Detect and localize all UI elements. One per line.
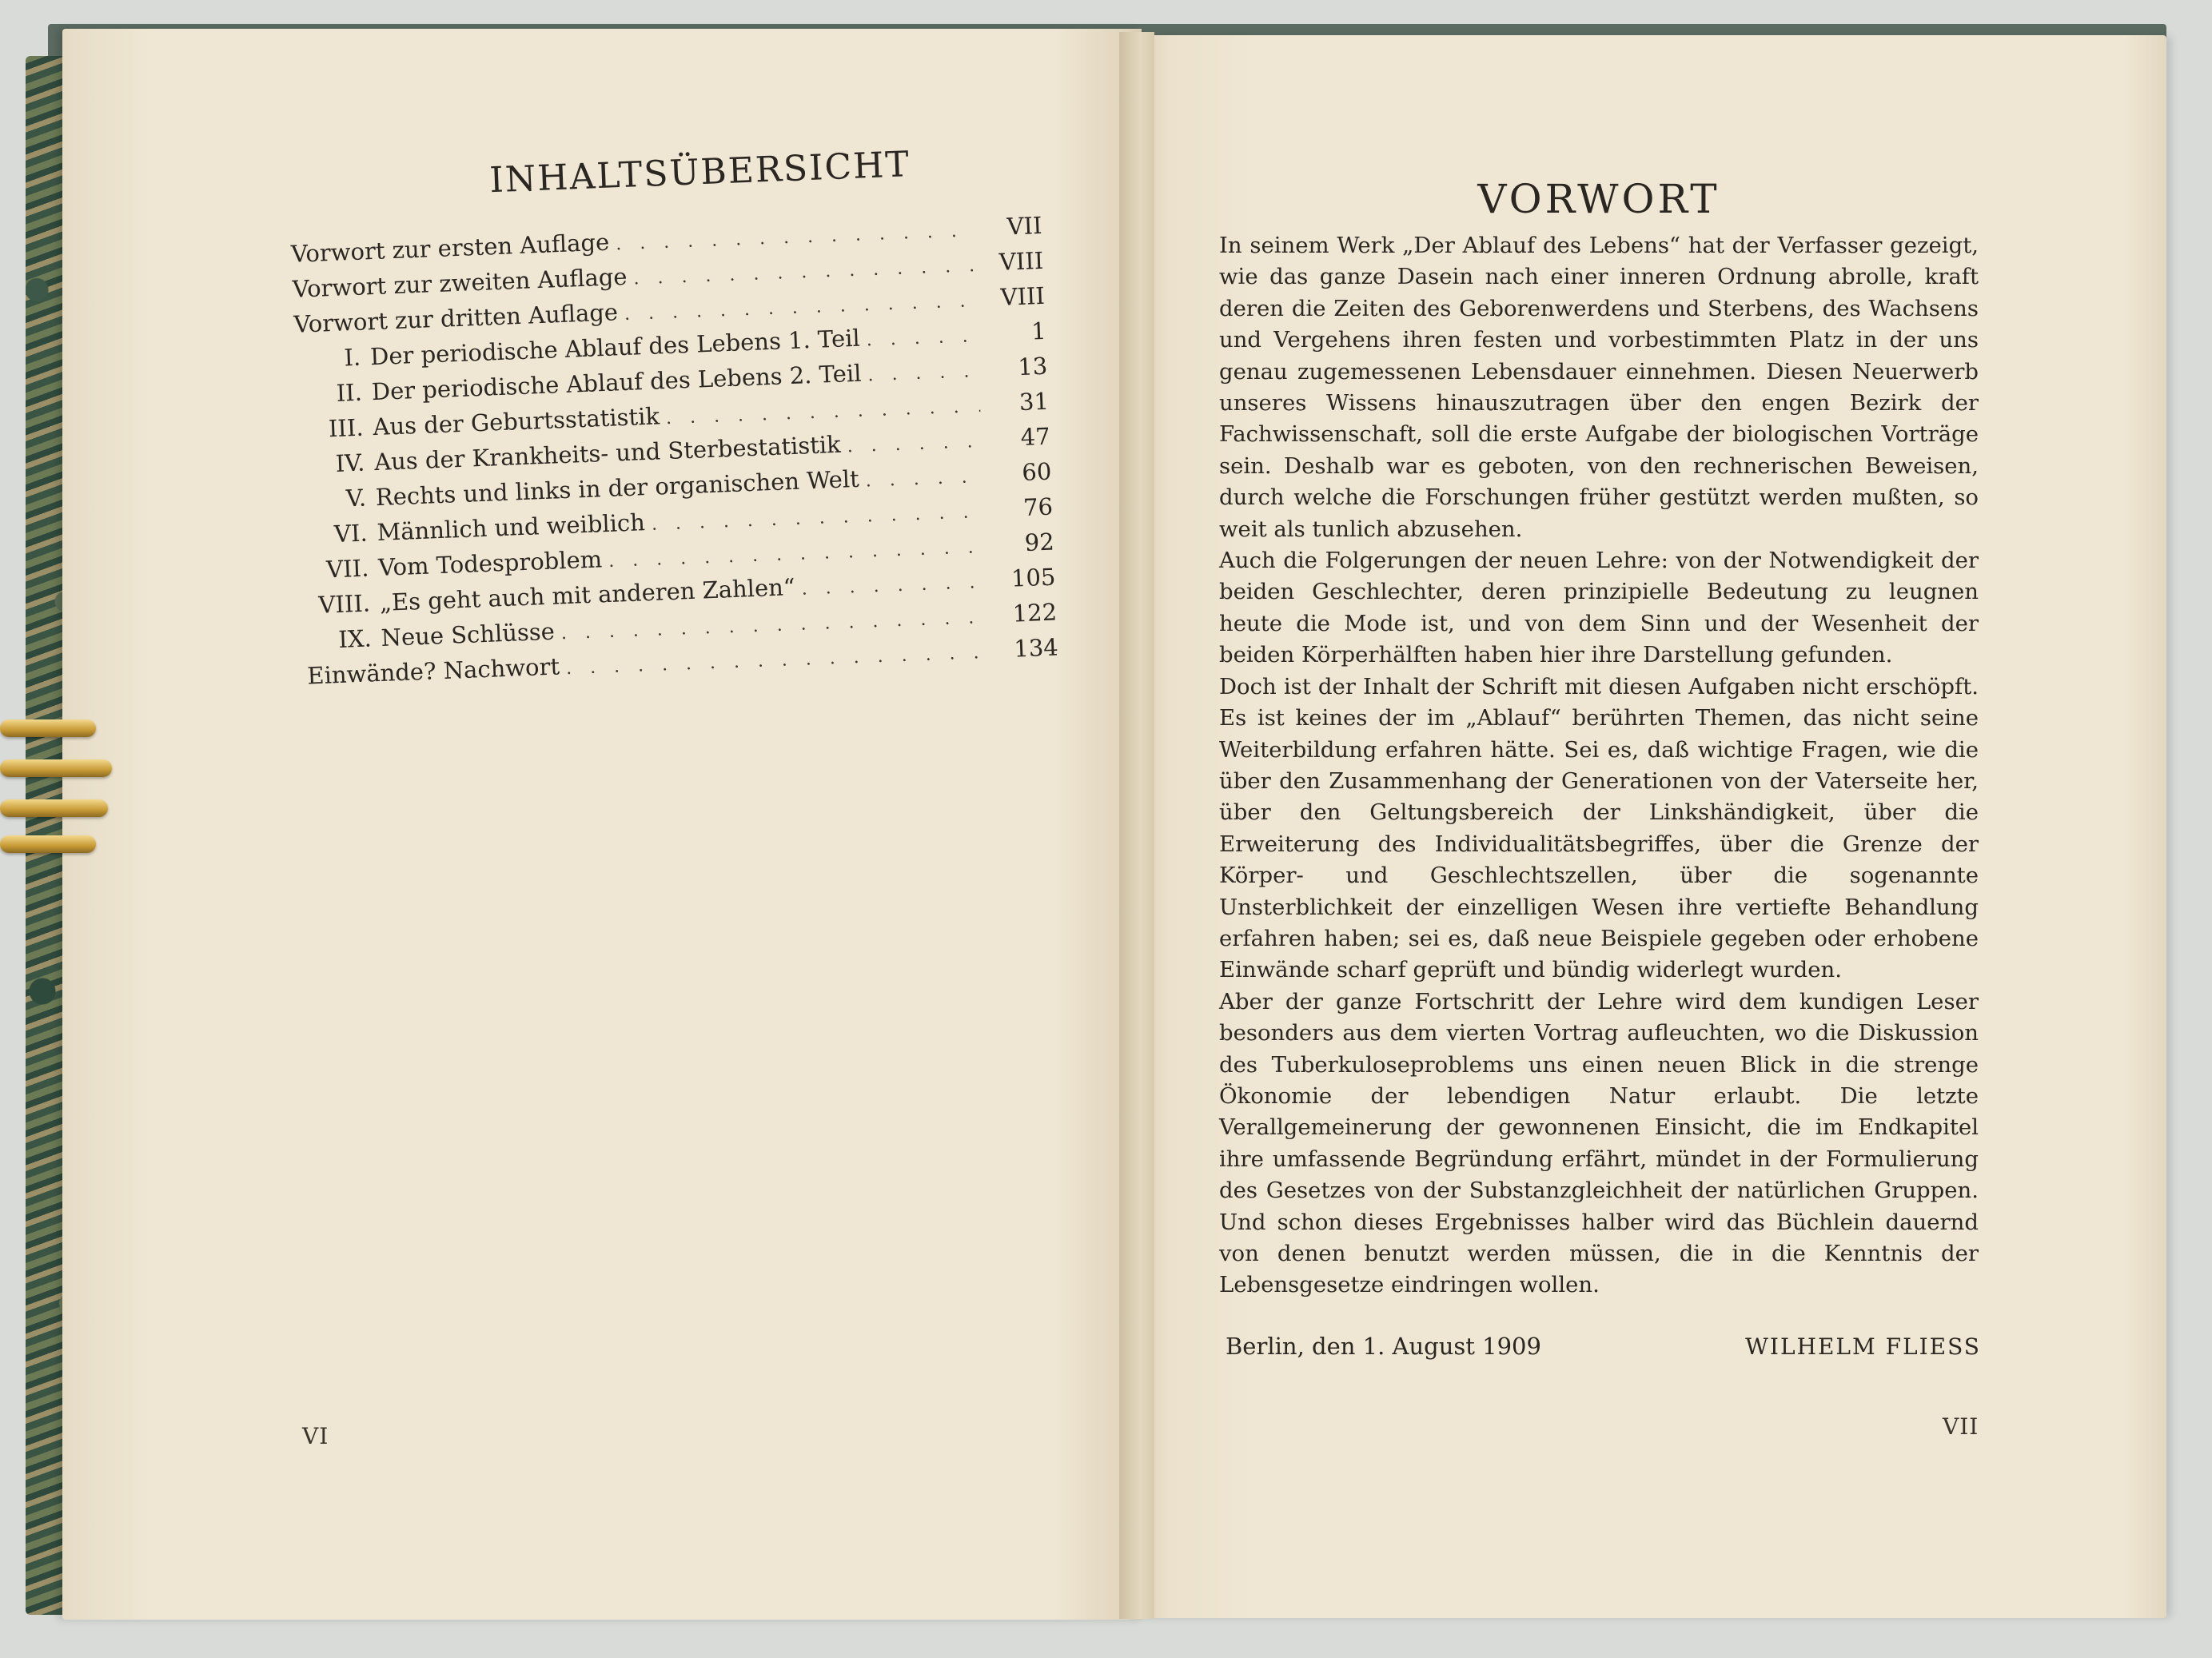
toc-leader-dots <box>633 256 975 289</box>
toc-entry-page: 134 <box>1013 633 1059 663</box>
toc-leader-dots <box>666 397 981 428</box>
toc-entry-label: Aus der Geburtsstatistik <box>372 402 660 441</box>
table-of-contents <box>288 139 1059 698</box>
toc-entry-page: 92 <box>1024 528 1055 556</box>
preface-signature <box>1226 1333 1981 1360</box>
toc-leader-dots <box>847 432 982 456</box>
toc-leader-dots <box>651 502 984 535</box>
preface-title: VORWORT <box>1477 176 1720 222</box>
toc-entry-number: II. <box>336 378 363 407</box>
toc-entry-page: 47 <box>1020 422 1051 452</box>
toc-leader-dots <box>624 291 977 325</box>
toc-entry-label: Neue Schlüsse <box>381 617 556 652</box>
toc-leader-dots <box>865 467 983 492</box>
author-name: WILHELM FLIESS <box>1745 1333 1981 1360</box>
toc-entry-label: Vom Todesproblem <box>377 545 603 582</box>
toc-entry-page: VIII <box>998 246 1044 276</box>
preface-paragraph: In seinem Werk „Der Ablauf des Lebens“ hat der Verfasser gezeigt, wie das ganze Dasein nach einer inneren Ordnung abrolle, kraft deren die Zeiten des Geborenwerdens und Sterbens, des Wachsens und Vergehens ihren festen und vorbestimmten Platz in der uns genau zugemessenen Lebensdauer einnehmen. Diesen Neuerwerb unseres Wissens hinauszutragen über den engen Bezirk der Fachwissenschaft, soll die erste Aufgabe der biologischen Vorträge sein. Deshalb war es geboten, von den rechnerischen Beweisen, durch welche die Forschungen früher gestützt werden mußten, so weit als tunlich abzusehen. <box>1219 233 1979 542</box>
toc-entry-label: Aus der Krankheits- und Sterbestatistik <box>373 430 842 476</box>
toc-entry-page: 1 <box>1030 317 1047 345</box>
toc-entry-page: VIII <box>999 281 1046 311</box>
toc-entry-number: IV. <box>335 448 365 477</box>
toc-leader-dots <box>867 361 979 385</box>
toc-entry-label: Rechts und links in der organischen Welt <box>375 464 860 512</box>
page-number-left: VI <box>302 1423 329 1449</box>
toc-entry-label: Der periodische Ablauf des Lebens 2. Teil <box>371 359 863 406</box>
toc-leader-dots <box>616 221 974 254</box>
toc-entry-page: 13 <box>1017 352 1048 381</box>
toc-entry-page: 105 <box>1010 563 1056 592</box>
toc-entry-number: VIII. <box>317 589 371 619</box>
book-gutter <box>1119 32 1154 1619</box>
toc-entry-number: I. <box>343 343 361 372</box>
toc-entry-label: Männlich und weiblich <box>376 508 646 547</box>
toc-entry-label: „Es geht auch mit anderen Zahlen“ <box>379 573 796 616</box>
toc-entry-page: 122 <box>1012 598 1058 628</box>
preface-text <box>1219 230 1979 1301</box>
toc-entry-page: 76 <box>1022 492 1054 521</box>
toc-leader-dots <box>801 572 987 600</box>
preface-paragraph: Auch die Folgerungen der neuen Lehre: von der Notwendigkeit der beiden Geschlechter, deren prinzipielle Bedeutung zu leugnen heute die Mode ist, und von dem Sinn und der Wesenheit der beiden Körperhälften haben hier ihre Darstellung gefunden. <box>1219 548 1979 668</box>
toc-entry-page: 31 <box>1018 387 1050 416</box>
toc-entry-number: VI. <box>333 519 369 548</box>
toc-entry-page: 60 <box>1021 457 1052 487</box>
toc-entry-label: Vorwort zur zweiten Auflage <box>292 262 628 303</box>
toc-title: INHALTSÜBERSICHT <box>488 144 911 201</box>
preface-paragraph: Aber der ganze Fortschritt der Lehre wird dem kundigen Leser besonders aus dem vierten Vortrag aufleuchten, wo die Diskussion des Tuberkuloseproblems uns einen neuen Blick in die strenge Ökonomie der lebendigen Natur erlaubt. Die letzte Verallgemeinerung der gewonnenen Einsicht, die im Endkapitel ihre umfassende Begründung erfährt, mündet in der Formulierung des Gesetzes von der Substanzgleichheit der natürlichen Gruppen. Und schon dieses Ergebnisses halber wird das Büchlein dauernd von denen benutzt werden müssen, die in die Kenntnis der Lebensgesetze eindringen wollen. <box>1219 988 1979 1298</box>
page-number-right: VII <box>1943 1413 1979 1440</box>
toc-entry-number: V. <box>345 484 367 512</box>
preface-paragraph: Doch ist der Inhalt der Schrift mit diesen Aufgaben nicht erschöpft. Es ist keines der im „Ablauf“ berührten Themen, das nicht seine Weiterbildung erfahren hätte. Sei es, daß wichtige Fragen, wie die über den Zusammenhang der Generationen von der Vaterseite her, über den Geltungsbereich der Linkshändigkeit, über die Erweiterung des Individualitätsbegriffes, über die Grenze der Körper- und Geschlechtszellen, über die sogenannte Unsterblichkeit der einzelligen Wesen ihre vertiefte Behandlung erfahren haben; sei es, daß neue Beispiele gegeben oder erhobene Einwände scharf geprüft und bündig widerlegt wurden. <box>1219 673 1979 983</box>
toc-entry-number: IX. <box>337 624 373 653</box>
toc-list <box>290 212 1058 698</box>
toc-entry-number: III. <box>328 413 365 443</box>
toc-leader-dots <box>608 537 986 572</box>
toc-entry-label: Der periodische Ablauf des Lebens 1. Teil <box>369 324 861 371</box>
toc-entry-page: VII <box>1006 211 1043 241</box>
toc-entry-label: Vorwort zur ersten Auflage <box>290 228 610 268</box>
toc-entry-label: Einwände? Nachwort <box>306 652 560 690</box>
toc-entry-number: VII. <box>325 554 369 584</box>
preface <box>1219 176 1979 1301</box>
toc-leader-dots <box>866 326 978 350</box>
place-date: Berlin, den 1. August 1909 <box>1226 1333 1541 1360</box>
toc-entry-label: Vorwort zur dritten Auflage <box>293 298 619 338</box>
